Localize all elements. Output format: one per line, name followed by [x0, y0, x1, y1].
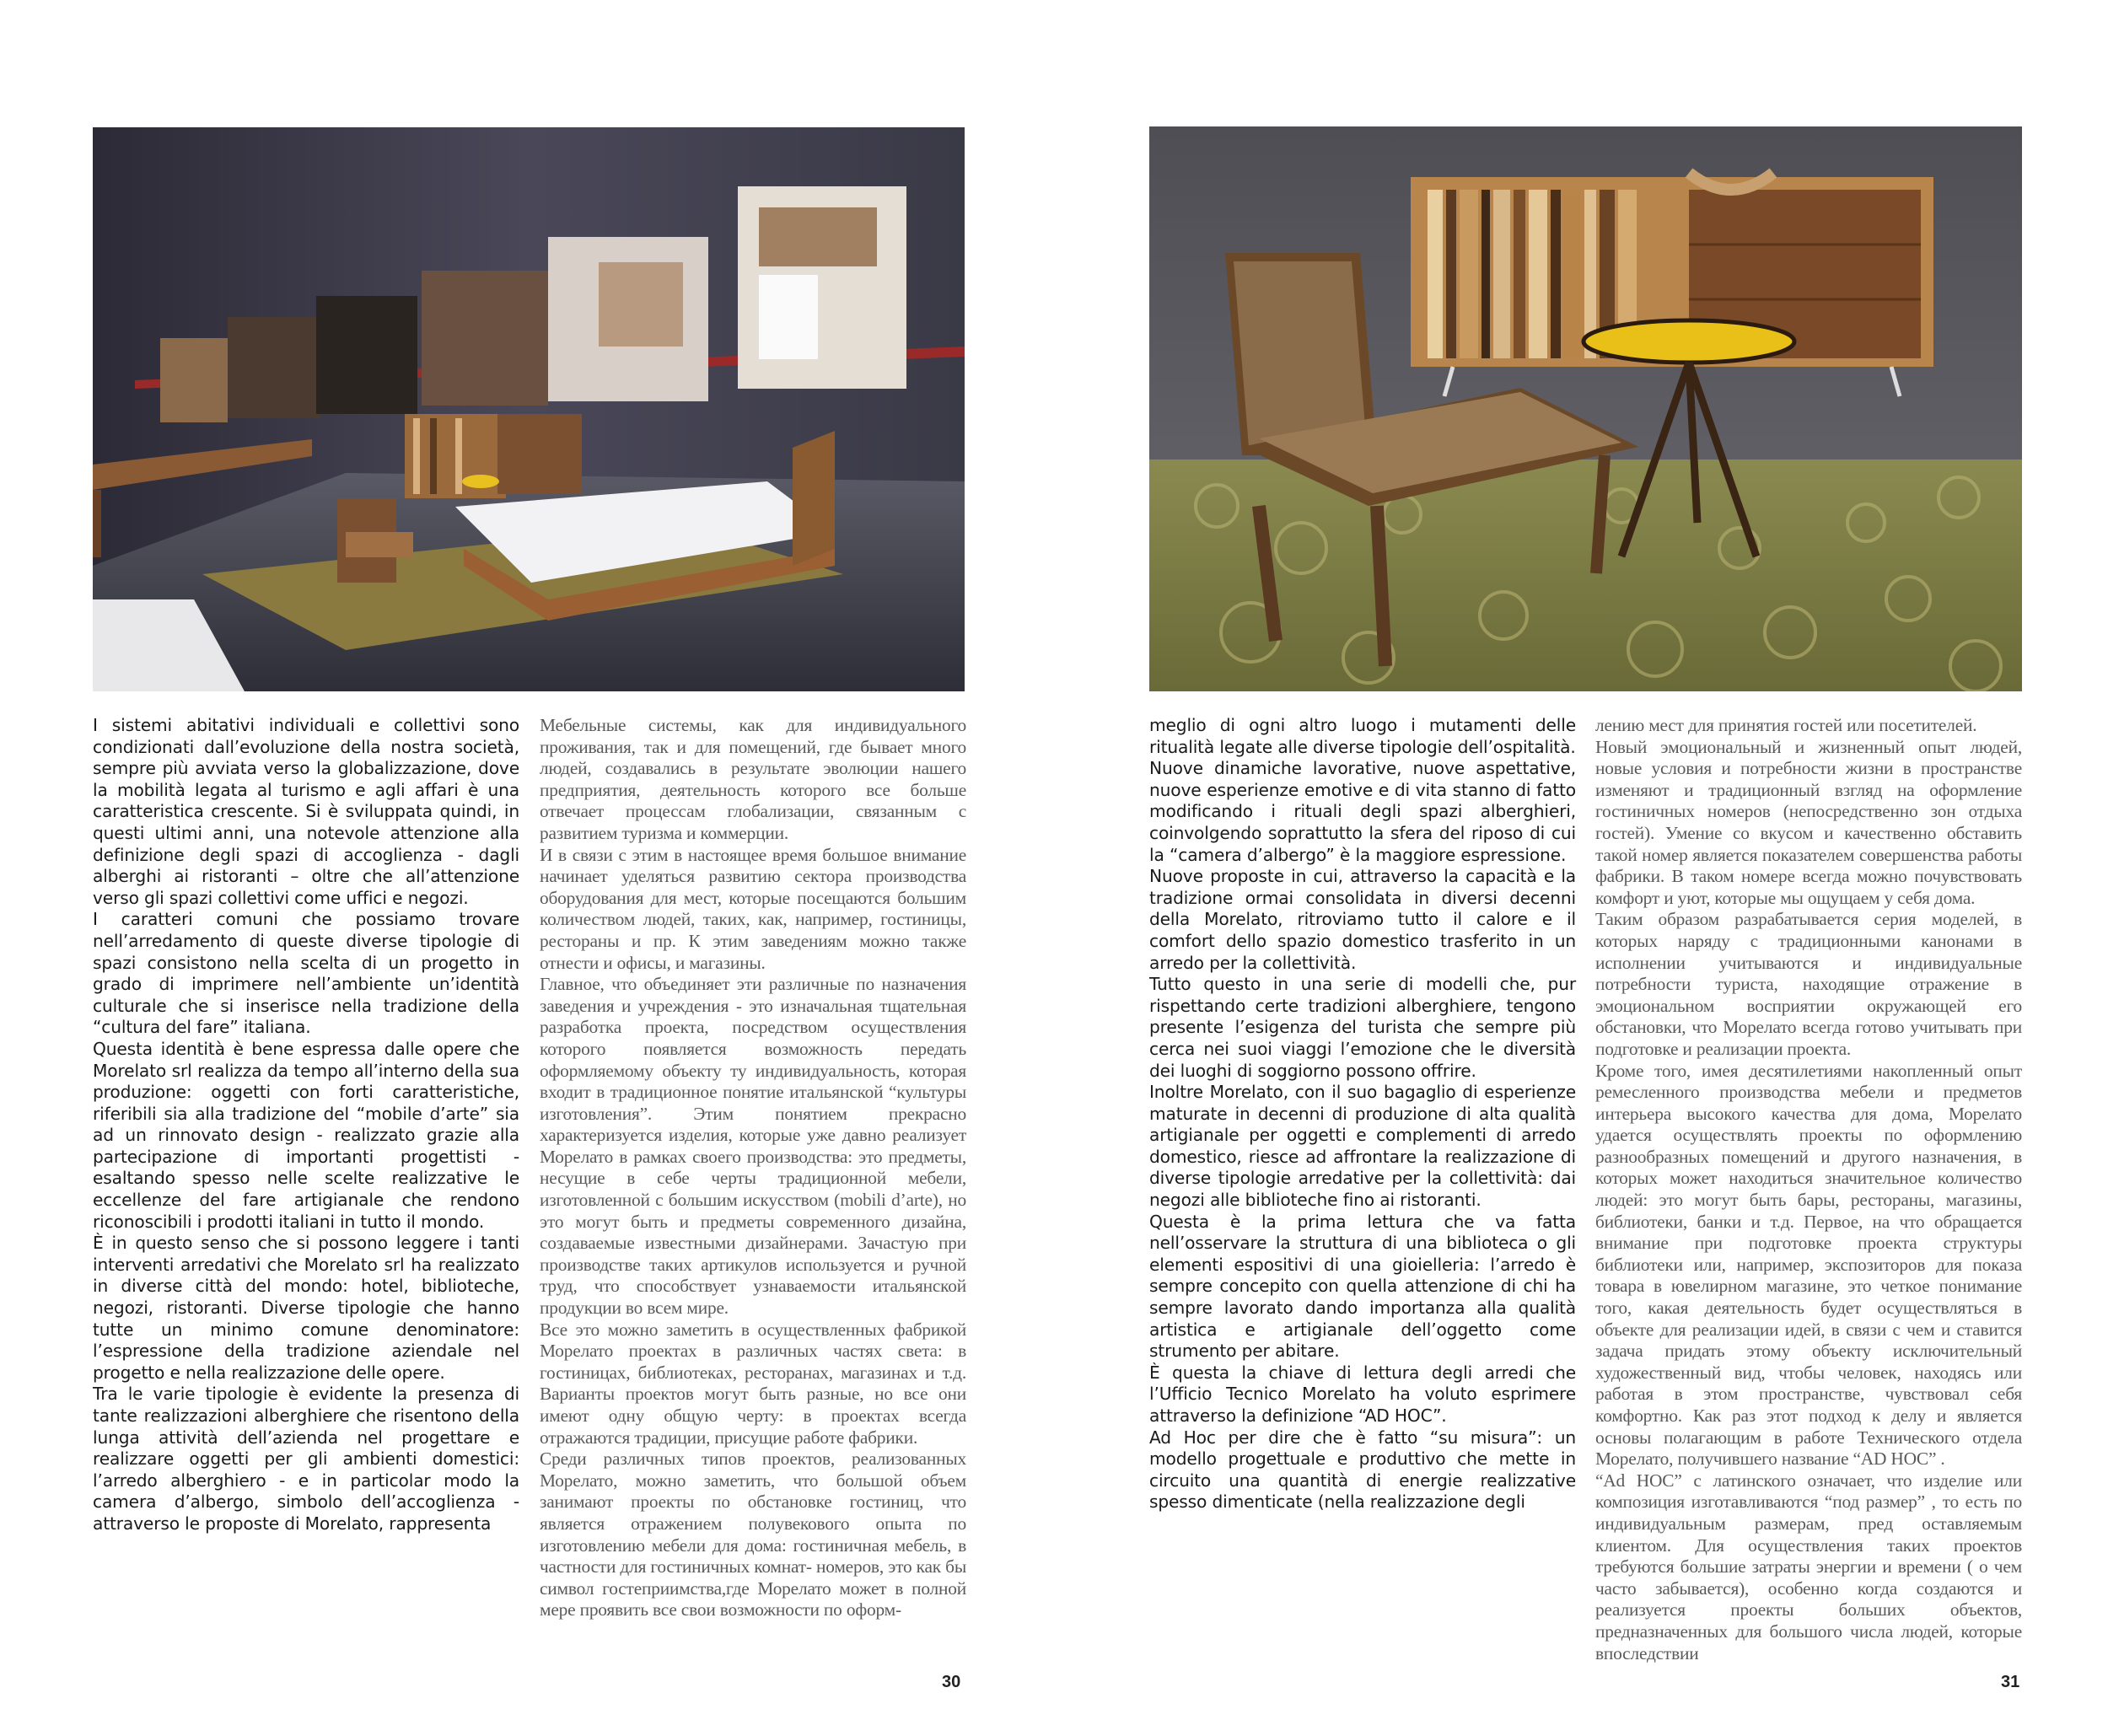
- right-russian-column: [1595, 715, 2022, 1664]
- paragraph: лению мест для принятия гостей или посетителей.: [1595, 715, 1977, 735]
- paragraph: Nuove dinamiche lavorative, nuove aspettative, nuove esperienze emotive e di vita stanno di fatto modificando i rituali degli spazi alberghieri, coinvolgendo soprattutto la sfera del riposo di cui la “camera d’albergo” è la maggiore espressione.: [1149, 758, 1576, 865]
- left-russian-column: [540, 715, 966, 1621]
- showroom-photo-icon: [93, 127, 965, 691]
- paragraph: Кроме того, имея десятилетиями накопленный опыт ремесленного производства мебели и предметов интерьера высокого качества для дома, Морелато удается осуществлять проекты по оформлению разнообразных помещений и другого назначения, в которых может находиться значительное количество людей: это могут быть бары, рестораны, магазины, библиотеки, банки и т.д. Первое, на что обращается внимание при подготовке проекта структуры библиотеки или, например, экспозиторов для показа товара в ювелирном магазине, это четкое понимание того, какая деятельность будет осуществляться в объекте для реализации идей, в связи с чем и ставится задача придать этому объекту исключительный художественный вид, чтобы человек, находясь или работая в этом пространстве, чувствовал себя комфортно. Как раз этот подход к делу и является основы полагающим в работе Технического отдела Морелато, получившего название “AD HOC” .: [1595, 1060, 2022, 1470]
- right-italian-column: [1149, 715, 1576, 1513]
- paragraph: meglio di ogni altro luogo i mutamenti delle ritualità legate alle diverse tipologie dell’ospitalità.: [1149, 715, 1576, 757]
- paragraph: I sistemi abitativi individuali e collettivi sono condizionati dall’evoluzione della nostra società, sempre più avviata verso la globalizzazione, dove la mobilità legata al turismo e agli affari è una caratteristica crescente. Si è sviluppata quindi, in questi ultimi anni, una notevole attenzione alla definizione degli spazi di accoglienza - dagli alberghi ai ristoranti – oltre che all’attenzione verso gli spazi collettivi come uffici e negozi.: [93, 715, 519, 908]
- paragraph: Ad Hoc per dire che è fatto “su misura”: un modello progettuale e produttivo che mette in circuito una quantità di energie realizzative spesso dimenticate (nella realizzazione degli: [1149, 1427, 1576, 1513]
- paragraph: È questa la chiave di lettura degli arredi che l’Ufficio Tecnico Morelato ha voluto esprimere attraverso la definizione “AD HOC”.: [1149, 1362, 1576, 1426]
- paragraph: Все это можно заметить в осуществленных фабрикой Морелато проектах в различных частях света: в гостиницах, библиотеках, ресторанах, магазинах и т.д. Варианты проектов могут быть разные, но все они имеют одну общую черту: в проектах всегда отражаются традиции, присущие работе фабрики.: [540, 1319, 966, 1448]
- paragraph: “Ad HOC” с латинского означает, что изделие или композиция изготавливаются “под размер” , то есть по индивидуальным размерам, пред оставляемым клиентом. Для осуществления таких проектов требуются большие затраты энергии и времени ( о чем часто забывается), особенно когда создаются и реализуется проекты больших объектов, предназначенных для большого числа людей, которые впоследствии: [1595, 1470, 2022, 1663]
- paragraph: Среди различных типов проектов, реализованных Морелато, можно заметить, что большой объем занимают проекты по обстановке гостиниц, что является отражением полувекового опыта по изготовлению мебели для дома: гостиничная мебель, в частности для гостиничных комнат- номеров, это как бы символ гостеприимства,где Морелато может в полной мере проявить все свои возможности по оформ-: [540, 1448, 966, 1620]
- chair-sideboard-photo-icon: [1149, 126, 2022, 691]
- chair-sideboard-photo: [1149, 126, 2022, 691]
- showroom-photo: [93, 127, 965, 691]
- paragraph: Tutto questo in una serie di modelli che, pur rispettando certe tradizioni alberghiere, tengono presente l’esigenza del turista che sempre più cerca nei suoi viaggi l’emozione che le diversità dei luoghi di soggiorno possono offrire.: [1149, 974, 1576, 1081]
- paragraph: Таким образом разрабатывается серия моделей, в которых наряду с традиционными канонами в исполнении учитываются и индивидуальные потребности туриста, находящие отражение в эмоциональном восприятии окружающей его обстановки, что Морелато всегда готово учитывать при подготовке и реализации проекта.: [1595, 909, 2022, 1059]
- paragraph: Questa identità è bene espressa dalle opere che Morelato srl realizza da tempo all’interno della sua produzione: oggetti con forti caratteristiche, riferibili sia alla tradizione del “mobile d’arte” sia ad un rinnovato design - realizzato grazie alla partecipazione di importanti progettisti - esaltando spesso nelle scelte realizzative le eccellenze del fare artigianale che rendono riconoscibili i prodotti italiani in tutto il mondo.: [93, 1038, 519, 1232]
- paragraph: Tra le varie tipologie è evidente la presenza di tante realizzazioni alberghiere che risentono della lunga attività dell’azienda nel progettare e realizzare oggetti per gli ambienti domestici: l’arredo alberghiero - e in particolar modo la camera d’albergo, simbolo dell’accoglienza - attraverso le proposte di Morelato, rappresenta: [93, 1384, 519, 1534]
- paragraph: Главное, что объединяет эти различные по назначения заведения и учреждения - это изначальная тщательная разработка проекта, посредством осуществления которого появляется возможность передать оформляемому объекту ту индивидуальность, которая входит в традиционное понятие итальянской “культуры изготовления”. Этим понятием прекрасно характеризуется изделия, которые уже давно реализует Морелато в рамках своего производства: это предметы, несущие в себе черты традиционной мебели, изготовленной с большим искусством (mobili d’arte), но это могут быть и предметы современного дизайна, создаваемые известными дизайнерами. Зачастую при производстве таких артикулов используется и ручной труд, что способствует узнаваемости итальянской продукции во всем мире.: [540, 974, 966, 1319]
- paragraph: I caratteri comuni che possiamo trovare nell’arredamento di queste diverse tipologie di spazi consistono nella scelta di un progetto in grado di imprimere nell’ambiente un’identità culturale che si inserisce nella tradizione della “cultura del fare” italiana.: [93, 909, 519, 1038]
- paragraph: И в связи с этим в настоящее время большое внимание начинает уделяться развитию сектора производства оборудования для мест, которые посещаются большим количеством людей, таких, как, например, гостиницы, рестораны и пр. К этим заведениям можно также отнести и офисы, и магазины.: [540, 844, 966, 973]
- paragraph: Inoltre Morelato, con il suo bagaglio di esperienze maturate in decenni di produzione di alta qualità artigianale per oggetti e complementi di arredo domestico, riesce ad affrontare la realizzazione di diverse tipologie arredative per la collettività: dai negozi alle biblioteche fino ai ristoranti.: [1149, 1082, 1576, 1211]
- paragraph: Nuove proposte in cui, attraverso la capacità e la tradizione ormai consolidata in diversi decenni della Morelato, ritroviamo tutto il calore e il comfort dello spazio domestico trasferito in un arredo per la collettività.: [1149, 866, 1576, 973]
- page-number-left: 30: [942, 1673, 961, 1691]
- paragraph: Questa è la prima lettura che va fatta nell’osservare la struttura di una biblioteca o gli elementi espositivi di una gioielleria: l’arredo è sempre concepito con quella attenzione di chi ha sempre lavorato dando importanza alla qualità artistica e artigianale dell’oggetto come strumento per abitare.: [1149, 1211, 1576, 1362]
- page-number-right: 31: [2001, 1673, 2020, 1691]
- left-italian-column: [93, 715, 519, 1535]
- paragraph: Мебельные системы, как для индивидуального проживания, так и для помещений, где бывает много людей, создавались в результате эволюции нашего предприятия, деятельность которого все больше отвечает процессам глобализации, связанным с развитием туризма и коммерции.: [540, 715, 966, 843]
- paragraph: Новый эмоциональный и жизненный опыт людей, новые условия и потребности жизни в пространстве изменяют и традиционный взгляд на оформление гостиничных номеров (непосредственно зон отдыха гостей). Умение со вкусом и качественно обставить такой номер является показателем совершенства работы фабрики. В таком номере всегда можно почувствовать комфорт и уют, которые мы ощущаем у себя дома.: [1595, 736, 2022, 908]
- paragraph: È in questo senso che si possono leggere i tanti interventi arredativi che Morelato srl ha realizzato in diverse città del mondo: hotel, biblioteche, negozi, ristoranti. Diverse tipologie che hanno tutte un minimo comune denominatore: l’espressione della tradizione aziendale nel progetto e nella realizzazione delle opere.: [93, 1233, 519, 1383]
